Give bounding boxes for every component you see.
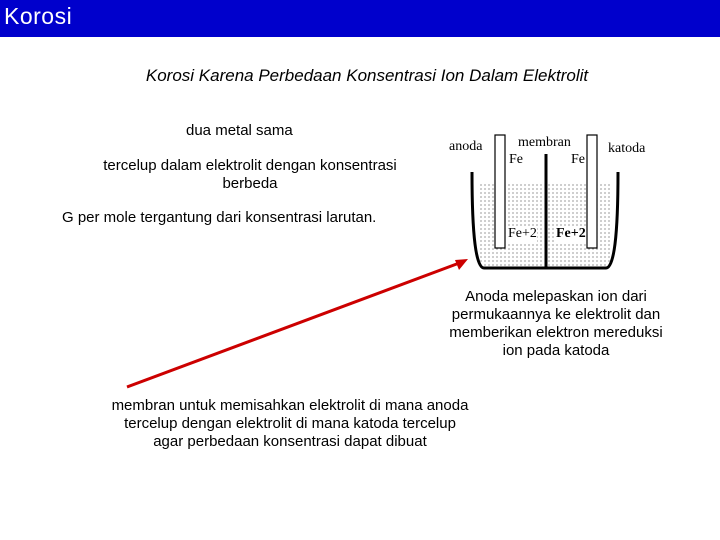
arrow-head [455, 259, 468, 270]
bullet-electrolyte-line1: tercelup dalam elektrolit dengan konsentrasi [103, 157, 397, 174]
anode-explanation-line2: permukaannya ke elektrolit dan [451, 306, 661, 323]
cathode-electrode [587, 135, 597, 248]
membrane-explanation [60, 397, 520, 451]
membrane-explanation-line1: membran untuk memisahkan elektrolit di mana anoda [111, 397, 469, 414]
anode-electrode [495, 135, 505, 248]
anode-explanation-line4: ion pada katoda [502, 342, 610, 359]
anode-explanation [420, 288, 692, 360]
slide-title: Korosi [4, 3, 73, 29]
fe-ion-cathode-label: Fe+2 [556, 226, 586, 241]
bullet-g-per-mole: G per mole tergantung dari konsentrasi larutan. [62, 209, 377, 226]
membran-label: membran [518, 135, 571, 150]
anoda-label: anoda [449, 139, 483, 154]
fe-anode-label: Fe [509, 152, 523, 167]
fe-ion-anode-label: Fe+2 [508, 226, 537, 241]
membrane-pointer-arrow [127, 262, 462, 387]
anode-explanation-line1: Anoda melepaskan ion dari [465, 288, 647, 305]
membrane-explanation-line3: agar perbedaan konsentrasi dapat dibuat [153, 433, 427, 450]
bullet-electrolyte-line2: berbeda [222, 175, 278, 192]
fe-cathode-label: Fe [571, 152, 585, 167]
katoda-label: katoda [608, 141, 646, 156]
bullet-same-metal: dua metal sama [186, 122, 293, 139]
membrane-explanation-line2: tercelup dengan elektrolit di mana katoda tercelup [124, 415, 456, 432]
anode-explanation-line3: memberikan elektron mereduksi [449, 324, 663, 341]
slide-subtitle: Korosi Karena Perbedaan Konsentrasi Ion Dalam Elektrolit [145, 66, 589, 85]
